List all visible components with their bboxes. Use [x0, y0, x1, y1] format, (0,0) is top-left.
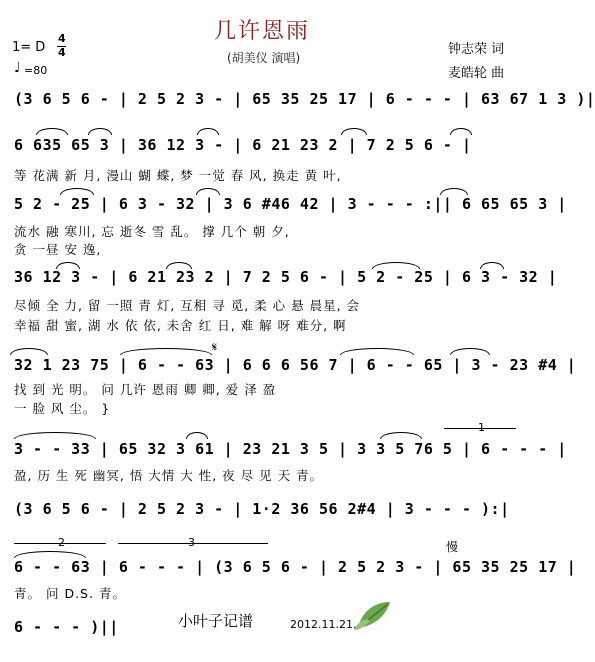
key-signature: 1= D	[12, 40, 46, 55]
tempo-mark-slow: 慢	[446, 540, 459, 554]
leaf-logo-icon	[352, 598, 394, 632]
lyrics-line-3-verse-2: 贪 一昼 安 逸,	[14, 242, 102, 257]
slur	[14, 551, 86, 558]
score-line-1: (3 6 5 6 - | 2 5 2 3 - | 65 35 25 17 | 6 - - - | 63 67 1 3 )|	[14, 90, 595, 108]
lyrics-line-5-verse-2: 一 脸 风 尘。 }	[14, 401, 111, 416]
score-line-3: 5 2 - 25 | 6 3 - 32 | 3 6 #46 42 | 3 - - - :|| 6 65 65 3 |	[14, 195, 567, 213]
transcription-date: 2012.11.21.	[290, 618, 357, 631]
lyrics-line-3-verse-1: 流水 融 寒川, 忘 逝冬 雪 乱。 撑 几个 朝 夕,	[14, 224, 290, 239]
slur	[186, 432, 208, 439]
slur	[120, 348, 212, 355]
lyrics-line-2: 等 花满 新 月, 漫山 蝴 蝶, 梦 一觉 春 风, 换走 黄 叶,	[14, 168, 342, 183]
lyricist: 钟志荣 词	[448, 42, 505, 57]
lyrics-line-4-verse-1: 尽倾 全 力, 留 一照 青 灯, 互相 寻 觅, 柔 心 悬 晨星, 会	[14, 298, 361, 313]
slur	[88, 128, 112, 135]
slur	[380, 432, 422, 439]
volta-label-1: 1	[478, 421, 485, 434]
slur	[197, 128, 219, 135]
slur	[10, 348, 48, 355]
score-line-7: (3 6 5 6 - | 2 5 2 3 - | 1·2 36 56 2#4 | 3 - - - ):|	[14, 500, 510, 518]
quarter-note-icon: ♩	[14, 60, 21, 76]
transcriber-signature: 小叶子记谱	[178, 612, 254, 630]
tempo: =80	[24, 64, 48, 77]
performer: (胡美仪 演唱)	[227, 51, 301, 65]
slur	[341, 128, 367, 135]
slur	[340, 348, 414, 355]
slur	[450, 128, 472, 135]
score-line-9: 6 - - - )||	[14, 618, 119, 636]
lyrics-line-8: 青。 问 D.S. 青。	[14, 586, 126, 601]
slur	[440, 188, 468, 195]
segno-mark: 𝄋	[212, 340, 218, 354]
song-title: 几许恩雨	[214, 19, 311, 44]
composer: 麦皓轮 曲	[448, 66, 505, 81]
slur	[36, 128, 68, 135]
score-line-2: 6 635 65 3 | 36 12 3 - | 6 21 23 2 | 7 2 5 6 - |	[14, 136, 472, 154]
score-line-6: 3 - - 33 | 65 32 3 61 | 23 21 3 5 | 3 3 5 76 5 | 6 - - - |	[14, 440, 567, 458]
volta-label-3: 3	[188, 536, 195, 549]
slur	[14, 432, 96, 439]
score-line-8: 6 - - 63 | 6 - - - | (3 6 5 6 - | 2 5 2 3 - | 65 35 25 17 |	[14, 558, 577, 576]
lyrics-line-6: 盈, 历 生 死 幽冥, 悟 大情 大 性, 夜 尽 见 天 青。	[14, 468, 324, 483]
lyrics-line-5-verse-1: 找 到 光 明。 问 几许 恩雨 卿 卿, 爱 泽 盈	[14, 382, 277, 397]
slur	[60, 188, 94, 195]
score-line-5: 32 1 23 75 | 6 - - 63 | 6 6 6 56 7 | 6 - - 65 | 3 - 23 #4 |	[14, 356, 577, 374]
slur	[450, 348, 490, 355]
slur	[196, 188, 220, 195]
lyrics-line-4-verse-2: 幸福 甜 蜜, 湖 水 依 依, 未舍 红 日, 难 解 呀 难分, 啊	[14, 318, 347, 333]
time-signature-bottom: 4	[58, 46, 66, 59]
time-signature-top: 4	[58, 32, 66, 45]
score-line-4: 36 12 3 - | 6 21 23 2 | 7 2 5 6 - | 5 2 - 25 | 6 3 - 32 |	[14, 268, 558, 286]
volta-label-2: 2	[58, 536, 65, 549]
